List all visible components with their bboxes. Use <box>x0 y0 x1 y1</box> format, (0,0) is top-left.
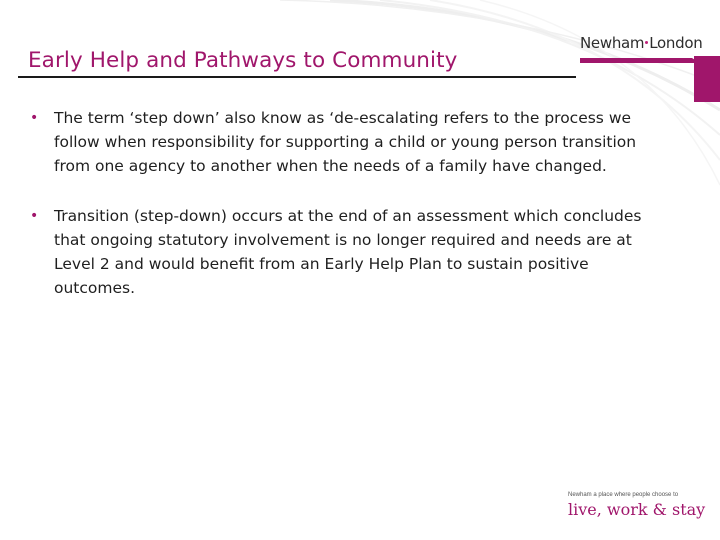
slide-title: Early Help and Pathways to Community <box>28 48 458 73</box>
bullet-list <box>30 106 670 326</box>
bullet-text: The term ‘step down’ also know as ‘de-escalating refers to the process we follow when responsibility for supporting a child or young person transition from one agency to another when the needs of a family have changed. <box>54 109 637 175</box>
logo-word-newham: Newham <box>580 34 645 52</box>
footer-slogan: live, work & stay <box>568 500 706 519</box>
logo-word-london: London <box>649 34 703 52</box>
logo-dot <box>645 41 648 44</box>
bullet-item <box>30 106 670 178</box>
logo-underline-bar <box>580 55 700 63</box>
bullet-text: Transition (step-down) occurs at the end of an assessment which concludes that ongoing statutory involvement is no longer required and needs are at Level 2 and would benefit from an Early Help Plan to sustain positive outcomes. <box>54 207 642 297</box>
bullet-icon: • <box>30 208 39 224</box>
bullet-icon: • <box>30 110 39 126</box>
footer-tagline: Newham a place where people choose to <box>568 492 679 498</box>
title-underline <box>18 76 576 78</box>
newham-london-logo <box>580 34 702 52</box>
bullet-item <box>30 204 670 300</box>
logo-corner-accent <box>694 56 720 102</box>
